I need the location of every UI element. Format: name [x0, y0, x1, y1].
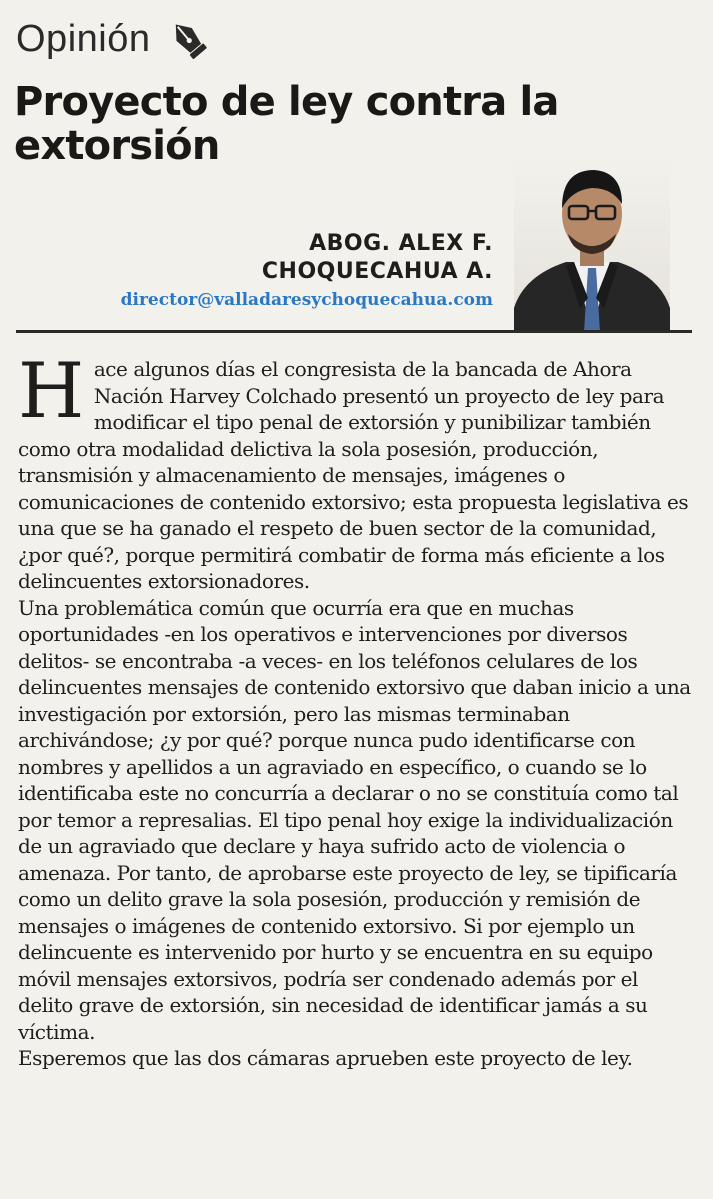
- paragraph-1: [18, 346, 692, 595]
- author-name-line2: CHOQUECAHUA A.: [261, 259, 493, 284]
- paragraph-2: Una problemática común que ocurría era que en muchas oportunidades -en los operativos e intervenciones por diversos delitos- se encontraba -a veces- en los teléfonos celulares de los delincuentes mensajes de contenido extorsivo que daban inicio a una investigación por extorsión, pero las mismas terminaban archivándose; ¿y por qué? porque nunca pudo identificarse con nombres y apellidos a un agraviado en específico, o cuando se lo identificaba este no concurría a declarar o no se constituía como tal por temor a represalias. El tipo penal hoy exige la individualización de un agraviado que declare y haya sufrido acto de violencia o amenaza. Por tanto, de aprobarse este proyecto de ley, se tipificaría como un delito grave la sola posesión, producción y remisión de mensajes o imágenes de contenido extorsivo. Si por ejemplo un delincuente es intervenido por hurto y se encuentra en su equipo móvil mensajes extorsivos, podría ser condenado además por el delito grave de extorsión, sin necesidad de identificar jamás a su víctima.: [18, 595, 691, 1044]
- byline: [121, 230, 493, 312]
- author-portrait: [514, 158, 670, 332]
- paragraph-3: Esperemos que las dos cámaras aprueben este proyecto de ley.: [18, 1046, 633, 1070]
- paragraph-1-text: ace algunos días el congresista de la bancada de Ahora Nación Harvey Colchado presentó un proyecto de ley para modificar el tipo penal de extorsión y punibilizar también como otra modalidad delictiva la sola posesión, producción, transmisión y almacenamiento de mensajes, imágenes o comunicaciones de contenido extorsivo; esta propuesta legislativa es una que se ha ganado el respeto de buen sector de la comunidad, ¿por qué?, porque permitirá combatir de forma más eficiente a los delincuentes extorsionadores.: [18, 357, 689, 593]
- author-email-link[interactable]: director@valladaresychoquecahua.com: [120, 290, 493, 310]
- header-divider: [16, 330, 692, 333]
- section-label: Opinión: [16, 17, 151, 60]
- article-body: [18, 346, 692, 1072]
- drop-cap: H: [18, 346, 84, 435]
- pen-nib-icon: [166, 17, 210, 61]
- section-header: [16, 14, 210, 64]
- author-name-line1: ABOG. ALEX F.: [309, 231, 493, 256]
- article-title: Proyecto de ley contra la extorsión: [14, 79, 559, 169]
